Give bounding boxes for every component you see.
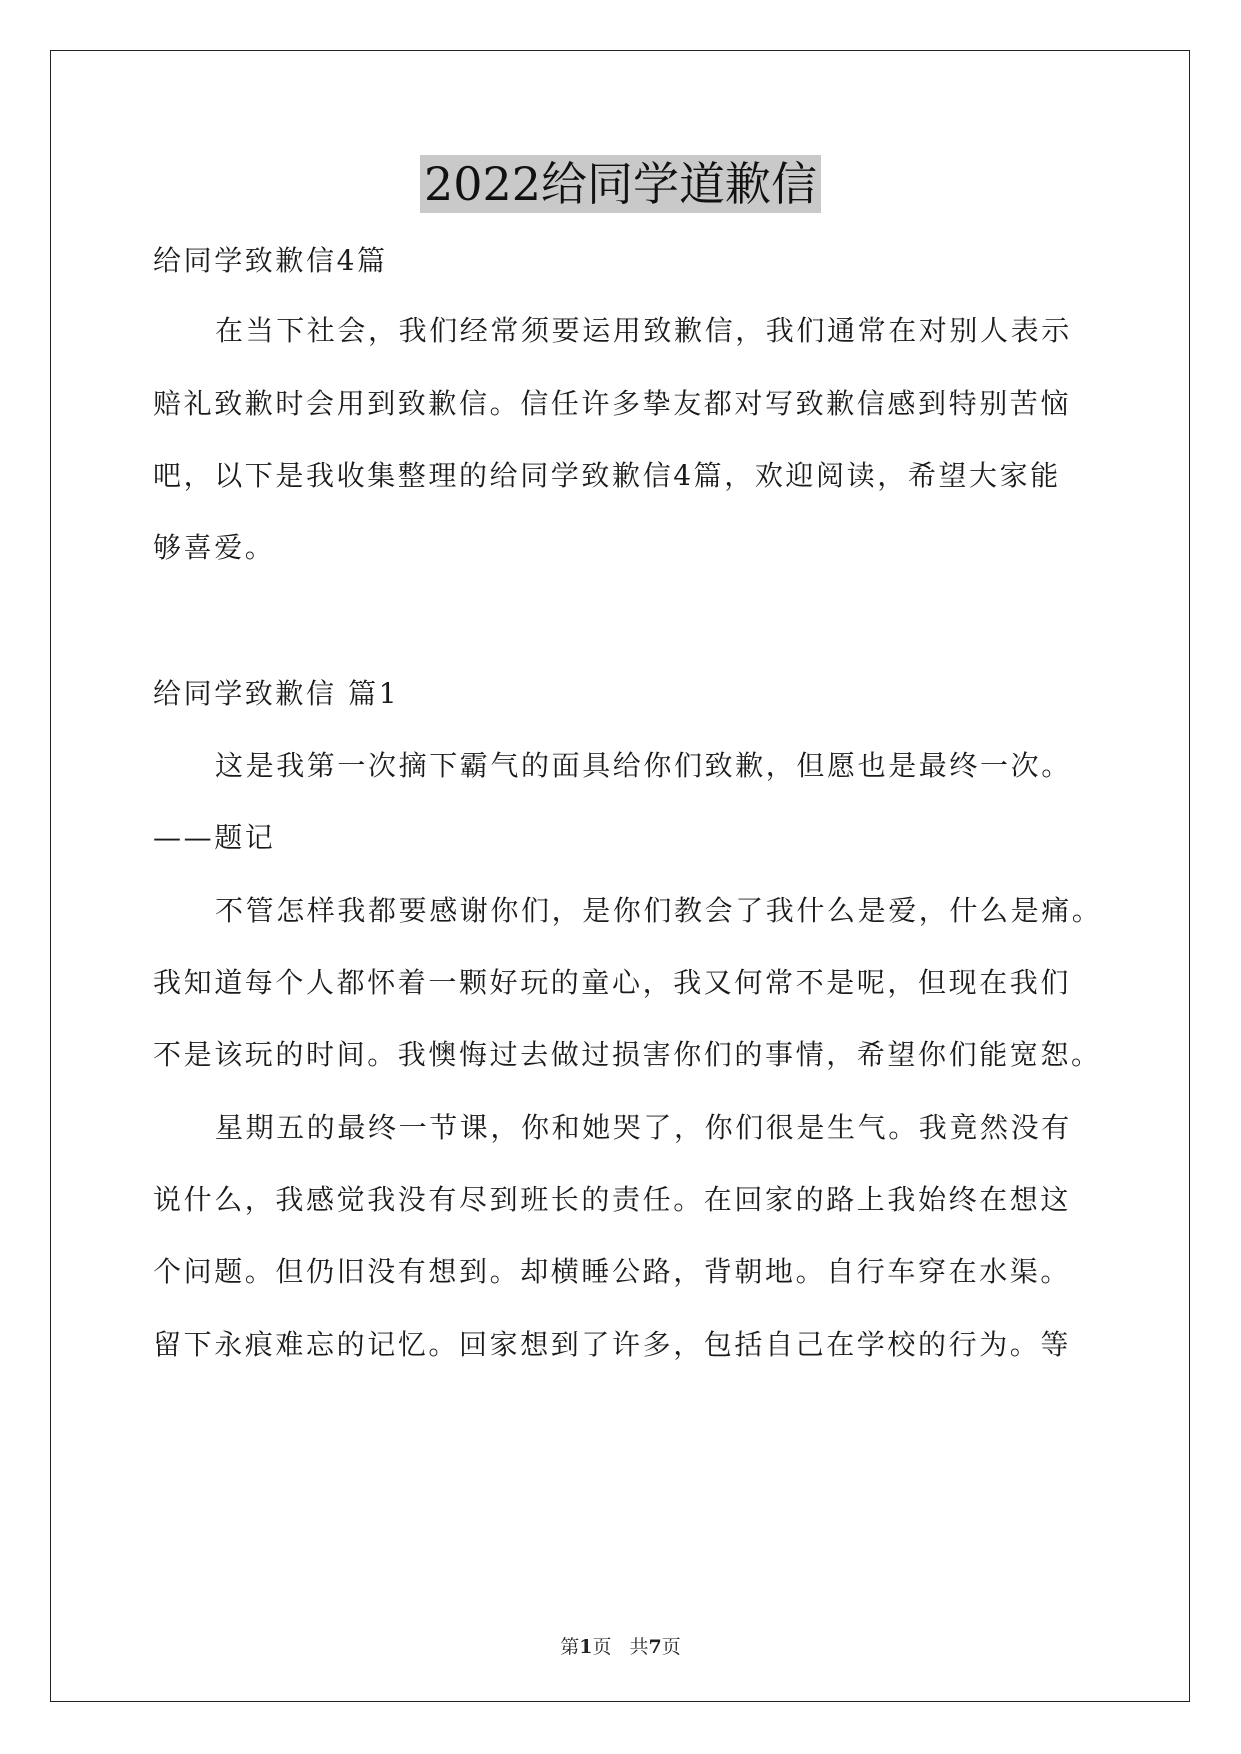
footer-prefix: 第 (560, 1636, 580, 1658)
paragraph-line: 这是我第一次摘下霸气的面具给你们致歉，但愿也是最终一次。 (215, 749, 1072, 782)
paragraph-line: 我知道每个人都怀着一颗好玩的童心，我又何常不是呢，但现在我们 (153, 966, 1072, 999)
paragraph-line: 不管怎样我都要感谢你们，是你们教会了我什么是爱，什么是痛。 (215, 894, 1103, 927)
title-container (0, 155, 1241, 213)
footer-total-label: 页 (661, 1636, 681, 1658)
total-page-count: 7 (648, 1636, 662, 1658)
page-footer (0, 1632, 1241, 1659)
paragraph-line: 不是该玩的时间。我懊悔过去做过损害你们的事情，希望你们能宽恕。 (153, 1038, 1102, 1071)
paragraph-line: 在当下社会，我们经常须要运用致歉信，我们通常在对别人表示 (215, 314, 1072, 347)
paragraph-line: 说什么，我感觉我没有尽到班长的责任。在回家的路上我始终在想这 (153, 1183, 1072, 1216)
paragraph-line: 星期五的最终一节课，你和她哭了，你们很是生气。我竟然没有 (215, 1111, 1072, 1144)
paragraph-line: 赔礼致歉时会用到致歉信。信任许多挚友都对写致歉信感到特别苦恼 (153, 387, 1072, 420)
paragraph-line: 吧，以下是我收集整理的给同学致歉信4篇，欢迎阅读，希望大家能 (153, 459, 1061, 492)
subtitle-line: 给同学致歉信4篇 (153, 244, 388, 277)
current-page-number: 1 (579, 1636, 593, 1658)
section-heading: 给同学致歉信 篇1 (153, 677, 400, 710)
footer-total-prefix: 共 (629, 1636, 649, 1658)
paragraph-line: 个问题。但仍旧没有想到。却横睡公路，背朝地。自行车穿在水渠。 (153, 1255, 1072, 1288)
paragraph-line: 留下永痕难忘的记忆。回家想到了许多，包括自己在学校的行为。等 (153, 1328, 1072, 1361)
document-title: 2022给同学道歉信 (420, 155, 821, 213)
epigraph-attribution: ——题记 (153, 821, 276, 854)
page-border (50, 50, 1190, 1702)
paragraph-line: 够喜爱。 (153, 531, 276, 564)
footer-page-label: 页 (592, 1636, 612, 1658)
